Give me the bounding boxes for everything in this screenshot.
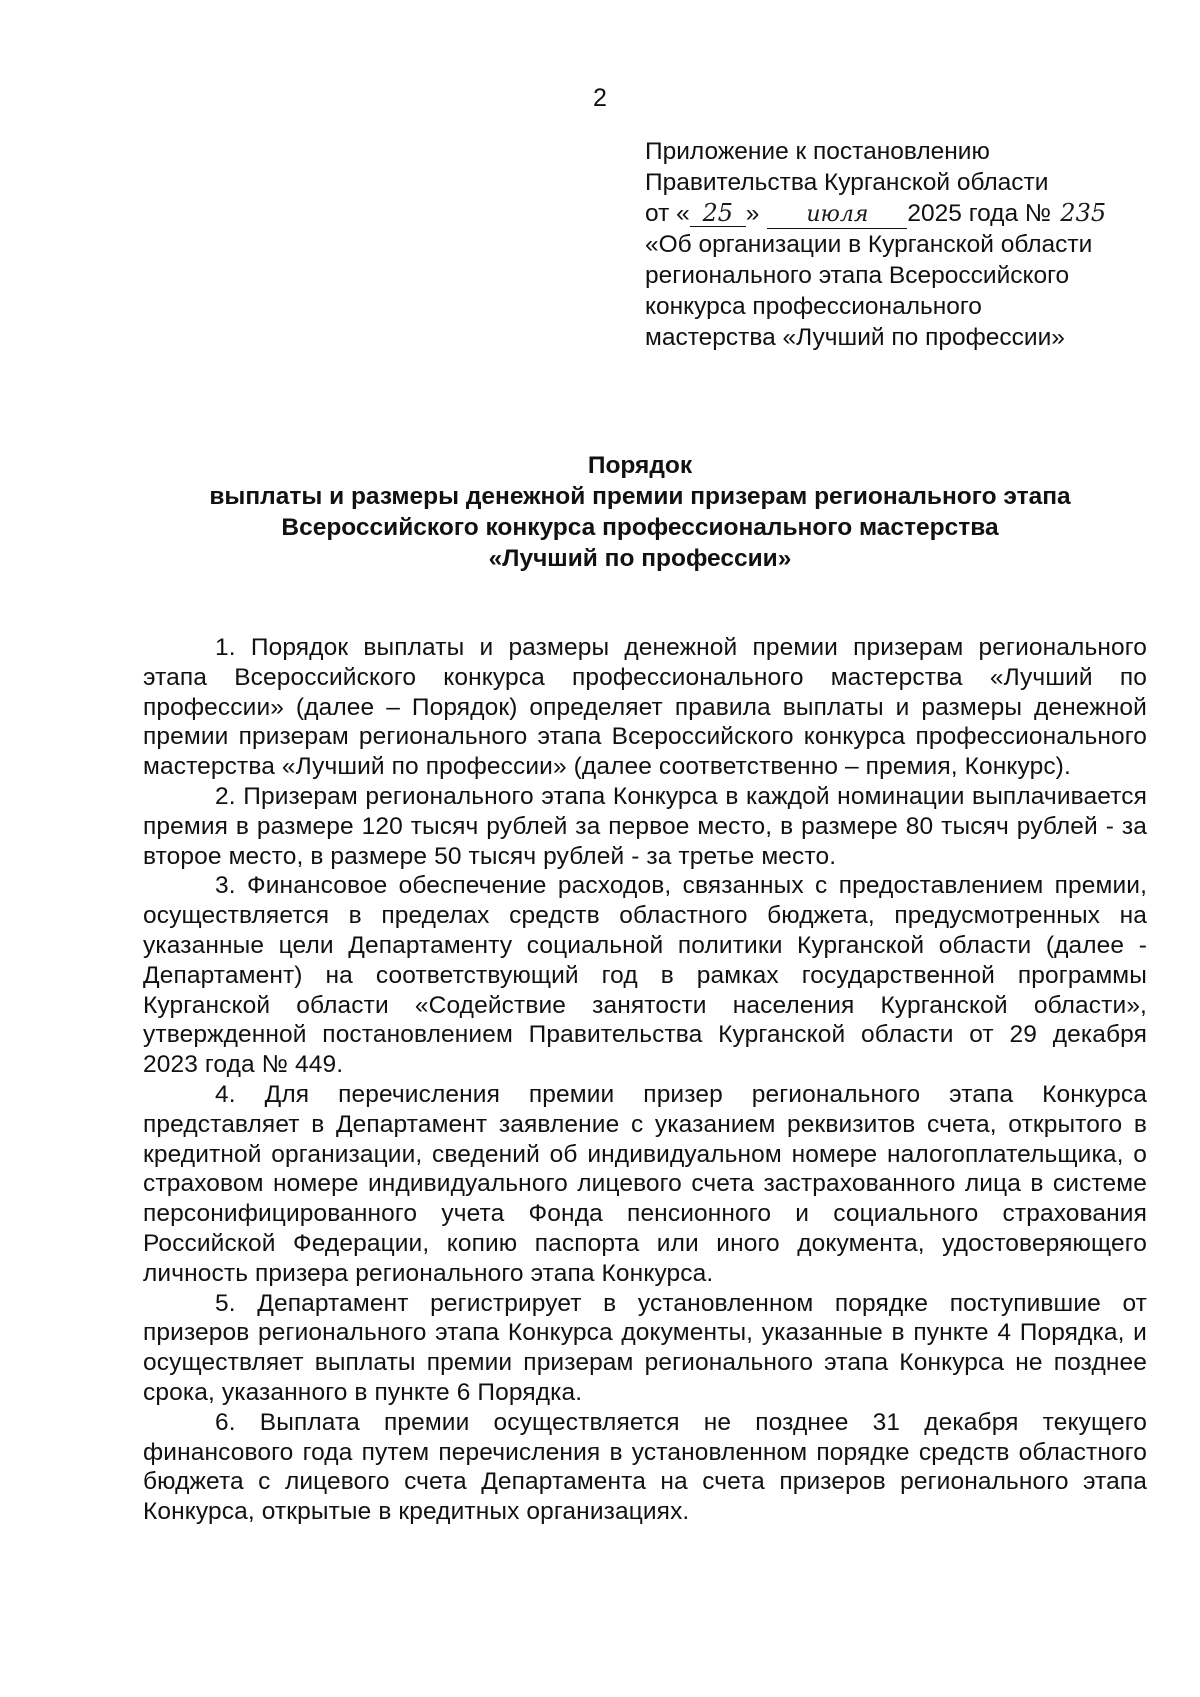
document-heading <box>0 450 1200 574</box>
appendix-title-line-4: мастерства «Лучший по профессии» <box>645 324 1065 351</box>
appendix-from-prefix: от « <box>645 200 690 227</box>
appendix-block <box>645 136 1165 353</box>
heading-line-4: «Лучший по профессии» <box>488 545 792 572</box>
handwritten-number: 235 <box>1060 199 1107 227</box>
heading-line-2: выплаты и размеры денежной премии призерам регионального этапа <box>209 483 1071 510</box>
appendix-day-suffix: » <box>745 200 760 227</box>
handwritten-day: 25 <box>690 200 746 227</box>
appendix-line-1: Приложение к постановлению <box>645 138 990 165</box>
heading-line-1: Порядок <box>587 452 693 479</box>
appendix-line-2: Правительства Курганской области <box>645 169 1049 196</box>
appendix-year-text: 2025 года № <box>907 200 1052 227</box>
paragraph-6: 6. Выплата премии осуществляется не позднее 31 декабря текущего финансового года путем перечисления в установленном порядке средств областного бюджета с лицевого счета Департамента на счета призеров регионального этапа Конкурса, открытые в кредитных организациях. <box>143 1408 1147 1526</box>
heading-line-3: Всероссийского конкурса профессионального мастерства <box>281 514 999 541</box>
paragraph-3: 3. Финансовое обеспечение расходов, связанных с предоставлением премии, осуществляется в пределах средств областного бюджета, предусмотренных на указанные цели Департаменту социальной политики Курганской области (далее - Департамент) на соответствующий год в рамках государственной программы Курганской области «Содействие занятости населения Курганской области», утвержденной постановлением Правительства Курганской области от 29 декабря 2023 года № 449. <box>143 872 1147 1079</box>
paragraph-4: 4. Для перечисления премии призер регионального этапа Конкурса представляет в Департамент заявление с указанием реквизитов счета, открытого в кредитной организации, сведений об индивидуальном номере налогоплательщика, о страховом номере индивидуального лицевого счета застрахованного лица в системе персонифицированного учета Фонда пенсионного и социального страхования Российской Федерации, копию паспорта или иного документа, удостоверяющего личность призера регионального этапа Конкурса. <box>143 1080 1147 1287</box>
document-body <box>143 633 1147 1527</box>
paragraph-5: 5. Департамент регистрирует в установленном порядке поступившие от призеров регионального этапа Конкурса документы, указанные в пункте 4 Порядка, и осуществляет выплаты премии призерам регионального этапа Конкурса не позднее срока, указанного в пункте 6 Порядка. <box>143 1289 1147 1406</box>
page-number: 2 <box>593 84 607 112</box>
appendix-title-line-3: конкурса профессионального <box>645 293 982 320</box>
paragraph-1: 1. Порядок выплаты и размеры денежной премии призерам регионального этапа Всероссийского конкурса профессионального мастерства «Лучший по профессии» (далее – Порядок) определяет правила выплаты и размеры денежной премии призерам регионального этапа Всероссийского конкурса профессионального мастерства «Лучший по профессии» (далее соответственно – премия, Конкурс). <box>143 634 1147 781</box>
appendix-title-line-2: регионального этапа Всероссийского <box>645 262 1070 289</box>
paragraph-2: 2. Призерам регионального этапа Конкурса в каждой номинации выплачивается премия в размере 120 тысяч рублей за первое место, в размере 80 тысяч рублей - за второе место, в размере 50 тысяч рублей - за третье место. <box>143 782 1147 870</box>
handwritten-month: июля <box>767 202 907 229</box>
appendix-date-line <box>645 198 1165 229</box>
appendix-title-line-1: «Об организации в Курганской области <box>645 231 1093 258</box>
